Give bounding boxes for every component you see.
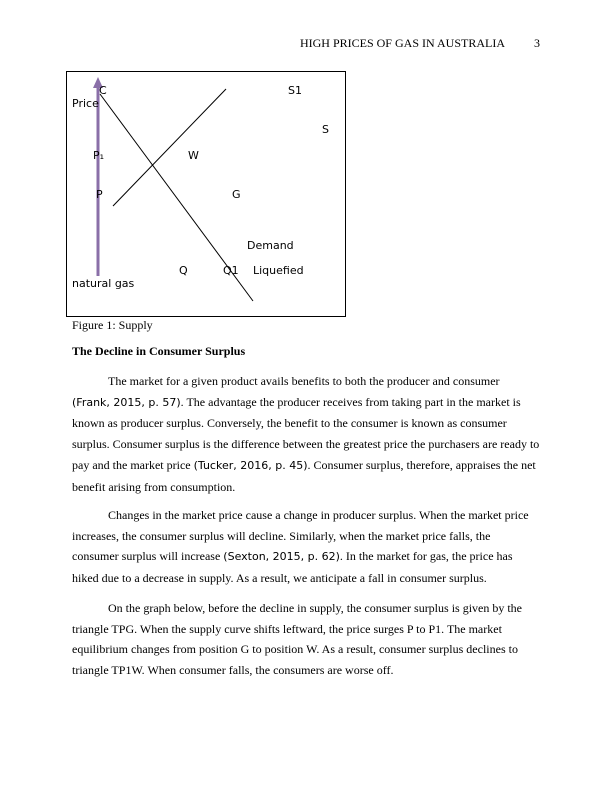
header-title: HIGH PRICES OF GAS IN AUSTRALIA: [299, 36, 505, 50]
paragraph-1: [72, 371, 540, 497]
p1-text-b: . The advantage the producer receives from taking part in the market is known as producer surplus. Conversely, the benefit to the consumer is known as consumer surplus. Consumer surplus is the difference between the greatest price the purchasers are ready to pay and the market price: [72, 394, 540, 472]
citation-tucker: (Tucker, 2016, p. 45): [193, 458, 308, 472]
supply-figure: [66, 71, 346, 317]
paragraph-3: [72, 598, 540, 681]
label-q1: Q1: [223, 264, 239, 277]
citation-sexton: (Sexton, 2015, p. 62): [223, 550, 340, 564]
p1-text-a: The market for a given product avails benefits to both the producer and consumer: [108, 374, 500, 388]
p2-text-b: . In the market for gas, the price has hiked due to a decrease in supply. As a result, we anticipate a fall in consumer surplus.: [72, 549, 513, 586]
label-p1: P₁: [93, 149, 105, 162]
label-liquefied: Liquefied: [253, 264, 304, 277]
label-g: G: [232, 188, 241, 201]
citation-frank: (Frank, 2015, p. 57): [72, 395, 181, 409]
page-number: 3: [534, 36, 540, 50]
label-natural-gas: natural gas: [72, 277, 135, 290]
label-c: C: [99, 84, 107, 97]
label-w: W: [188, 149, 199, 162]
running-header: [300, 36, 540, 51]
label-s1: S1: [288, 84, 302, 97]
p3-text: On the graph below, before the decline in supply, the consumer surplus is given by the triangle TPG. When the supply curve shifts leftward, the price surges P to P1. The market equilibrium changes from position G to position W. As a result, consumer surplus declines to triangle TP1W. When consumer falls, the consumers are worse off.: [72, 601, 523, 678]
label-demand: Demand: [247, 239, 294, 252]
p1-text-c: . Consumer surplus, therefore, appraises the net benefit arising from consumption.: [72, 457, 536, 494]
figure-caption: Figure 1: Supply: [72, 318, 153, 332]
label-s: S: [322, 123, 329, 136]
label-price: Price: [72, 97, 99, 110]
label-q: Q: [179, 264, 188, 277]
paragraph-2: [72, 505, 540, 589]
label-p: P: [96, 188, 103, 201]
p2-text-a: Changes in the market price cause a change in producer surplus. When the market price increases, the consumer surplus will decline. Similarly, when the market price falls, the consumer surplus will increase: [72, 508, 529, 564]
section-heading: The Decline in Consumer Surplus: [72, 344, 246, 358]
